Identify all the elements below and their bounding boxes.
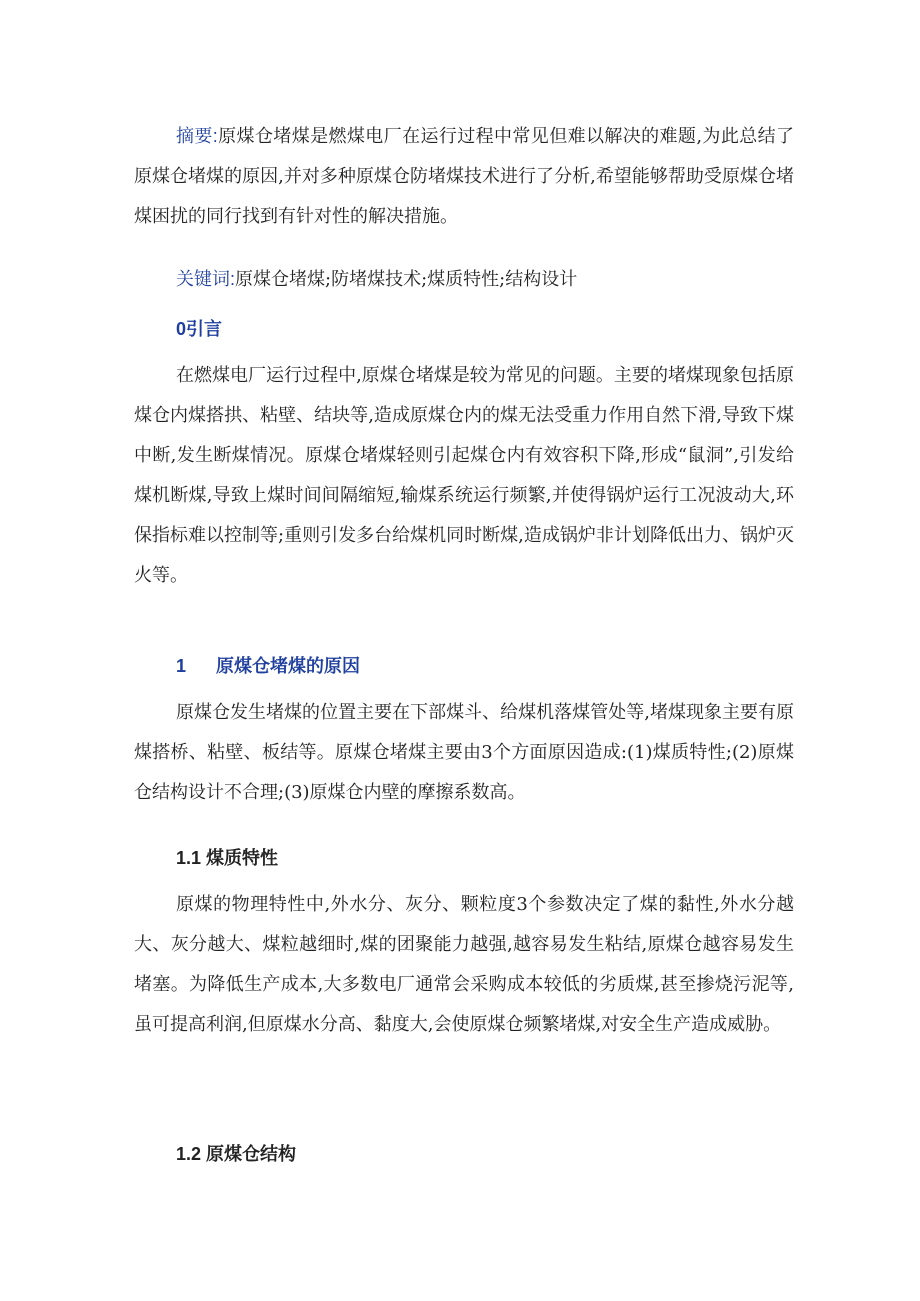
- keywords-paragraph: [134, 259, 794, 300]
- abstract-label: 摘要:: [176, 126, 218, 146]
- section-1-1-paragraph: 原煤的物理特性中,外水分、灰分、颗粒度3个参数决定了煤的黏性,外水分越大、灰分越大、煤粒越细时,煤的团聚能力越强,越容易发生粘结,原煤仓越容易发生堵塞。为降低生产成本,大多数电厂通常会采购成本较低的劣质煤,甚至掺烧污泥等,虽可提高利润,但原煤水分高、黏度大,会使原煤仓频繁堵煤,对安全生产造成威胁。: [134, 894, 794, 1035]
- section-1-1-heading: [176, 845, 278, 871]
- section-0-number: 0: [176, 319, 187, 339]
- section-1-2-heading: [176, 1141, 296, 1167]
- section-0-paragraph: 在燃煤电厂运行过程中,原煤仓堵煤是较为常见的问题。主要的堵煤现象包括原煤仓内煤搭拱、粘壁、结块等,造成原煤仓内的煤无法受重力作用自然下滑,导致下煤中断,发生断煤情况。原煤仓堵煤轻则引起煤仓内有效容积下降,形成“鼠洞”,引发给煤机断煤,导致上煤时间间隔缩短,输煤系统运行频繁,并使得锅炉运行工况波动大,环保指标难以控制等;重则引发多台给煤机同时断煤,造成锅炉非计划降低出力、锅炉灭火等。: [134, 365, 794, 586]
- abstract-paragraph: [134, 116, 794, 237]
- section-1-2-number: 1.2: [176, 1144, 202, 1164]
- section-1-1-number: 1.1: [176, 848, 202, 868]
- section-0-heading: [176, 316, 222, 342]
- section-0-title: 引言: [186, 319, 223, 339]
- abstract-text: 原煤仓堵煤是燃煤电厂在运行过程中常见但难以解决的难题,为此总结了原煤仓堵煤的原因,并对多种原煤仓防堵煤技术进行了分析,希望能够帮助受原煤仓堵煤困扰的同行找到有针对性的解决措施。: [134, 126, 794, 227]
- section-1-title: 原煤仓堵煤的原因: [216, 656, 360, 676]
- keywords-text: 原煤仓堵煤;防堵煤技术;煤质特性;结构设计: [235, 269, 578, 290]
- section-1-paragraph: 原煤仓发生堵煤的位置主要在下部煤斗、给煤机落煤管处等,堵煤现象主要有原煤搭桥、粘壁、板结等。原煤仓堵煤主要由3个方面原因造成:(1)煤质特性;(2)原煤仓结构设计不合理;(3)原煤仓内壁的摩擦系数高。: [134, 702, 794, 803]
- section-1-2-title: 原煤仓结构: [206, 1144, 296, 1164]
- section-1-heading: [176, 653, 360, 679]
- keywords-label: 关键词:: [176, 269, 236, 289]
- section-1-1-title: 煤质特性: [206, 848, 278, 868]
- section-1-number: 1: [176, 656, 187, 676]
